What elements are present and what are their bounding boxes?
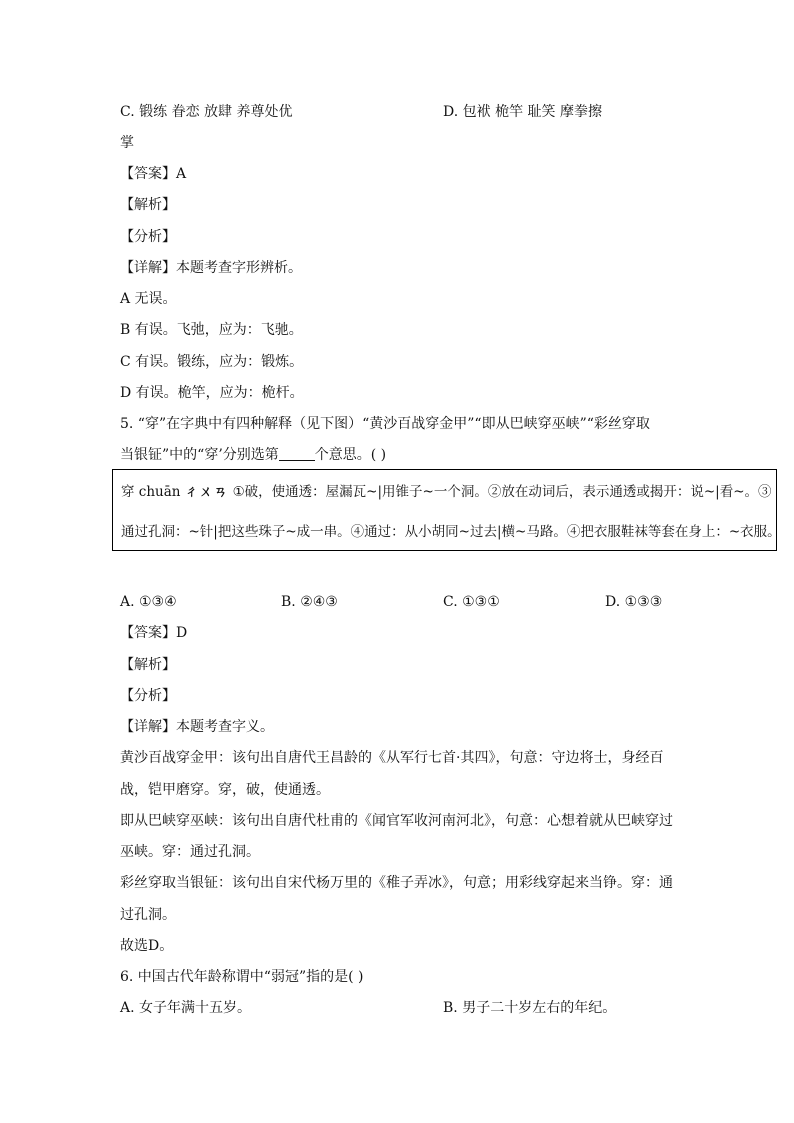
- q5-body-line: 即从巴峡穿巫峡：该句出自唐代杜甫的《闻官军收河南河北》，句意：心想着就从巴峡穿过: [120, 813, 673, 829]
- q6-stem: 6. 中国古代年龄称谓中“弱冠”指的是( ): [120, 969, 364, 985]
- q5-detail: 【详解】本题考查字义。: [120, 719, 274, 735]
- q5-conclusion: 故选D。: [120, 938, 174, 954]
- q5-body-line: 战，铠甲磨穿。穿，破，使通透。: [120, 782, 330, 798]
- q4-explanation-b: B 有误。飞弛，应为：飞驰。: [120, 322, 303, 338]
- dictionary-line-1: [121, 482, 772, 502]
- q5-stem-line1: 5. “穿”在字典中有四种解释（见下图）“黄沙百战穿金甲”“即从巴峡穿巫峡”“彩丝穿取: [120, 416, 650, 432]
- q6-option-a: A. 女子年满十五岁。: [120, 1000, 252, 1016]
- q5-option-d: D. ①③③: [605, 594, 663, 610]
- q4-answer: 【答案】A: [120, 166, 187, 182]
- q5-body-line: 黄沙百战穿金甲：该句出自唐代王昌龄的《从军行七首·其四》，句意：守边将士，身经百: [120, 750, 664, 766]
- q4-explanation-d: D 有误。桅竿，应为：桅杆。: [120, 385, 304, 401]
- q5-option-b: B. ②④③: [281, 594, 338, 610]
- q5-option-c: C. ①③①: [443, 594, 500, 610]
- q4-explanation-c: C 有误。锻练，应为：锻炼。: [120, 354, 304, 370]
- q4-detail: 【详解】本题考查字形辨析。: [120, 260, 302, 276]
- q4-option-d-wrap: 掌: [120, 135, 134, 151]
- dictionary-headword: 穿 chuān: [121, 484, 181, 500]
- q4-option-d: D. 包袱 桅竿 耻笑 摩拳擦: [443, 104, 602, 120]
- q5-body-line: 彩丝穿取当银钲：该句出自宋代杨万里的《稚子弄冰》，句意；用彩线穿起来当铮。穿：通: [120, 875, 673, 891]
- q4-explanation-a: A 无误。: [120, 291, 177, 307]
- dictionary-phonetic: ㄔㄨㄢ: [184, 484, 229, 500]
- q5-stem-line2-post: 个意思。( ): [314, 447, 387, 463]
- q5-answer: 【答案】D: [120, 625, 188, 641]
- q5-stem-line2-pre: 当银钲”中的“穿’分别选第: [120, 447, 279, 463]
- q5-analysis-label: 【解析】: [120, 657, 176, 673]
- q6-option-b: B. 男子二十岁左右的年纪。: [443, 1000, 617, 1016]
- q5-stem-line2: [120, 445, 386, 465]
- dictionary-def-1: ①破，使通透：屋漏瓦~|用锥子~一个洞。②放在动词后，表示通透或揭开：说~|看~。③: [232, 484, 772, 500]
- q5-option-a: A. ①③④: [120, 594, 177, 610]
- q4-fenxi-label: 【分析】: [120, 229, 176, 245]
- dictionary-entry-box: [112, 469, 781, 551]
- q4-option-c: C. 锻练 眷恋 放肆 养尊处优: [120, 104, 293, 120]
- dictionary-line-2: 通过孔洞：~针|把这些珠子~成一串。④通过：从小胡同~过去|横~马路。④把衣服鞋袜等套在身上：~衣服。: [121, 524, 781, 540]
- answer-blank: [279, 446, 315, 461]
- q5-body-line: 巫峡。穿：通过孔洞。: [120, 844, 260, 860]
- q5-body-line: 过孔洞。: [120, 907, 176, 923]
- q5-fenxi-label: 【分析】: [120, 688, 176, 704]
- q4-analysis-label: 【解析】: [120, 197, 176, 213]
